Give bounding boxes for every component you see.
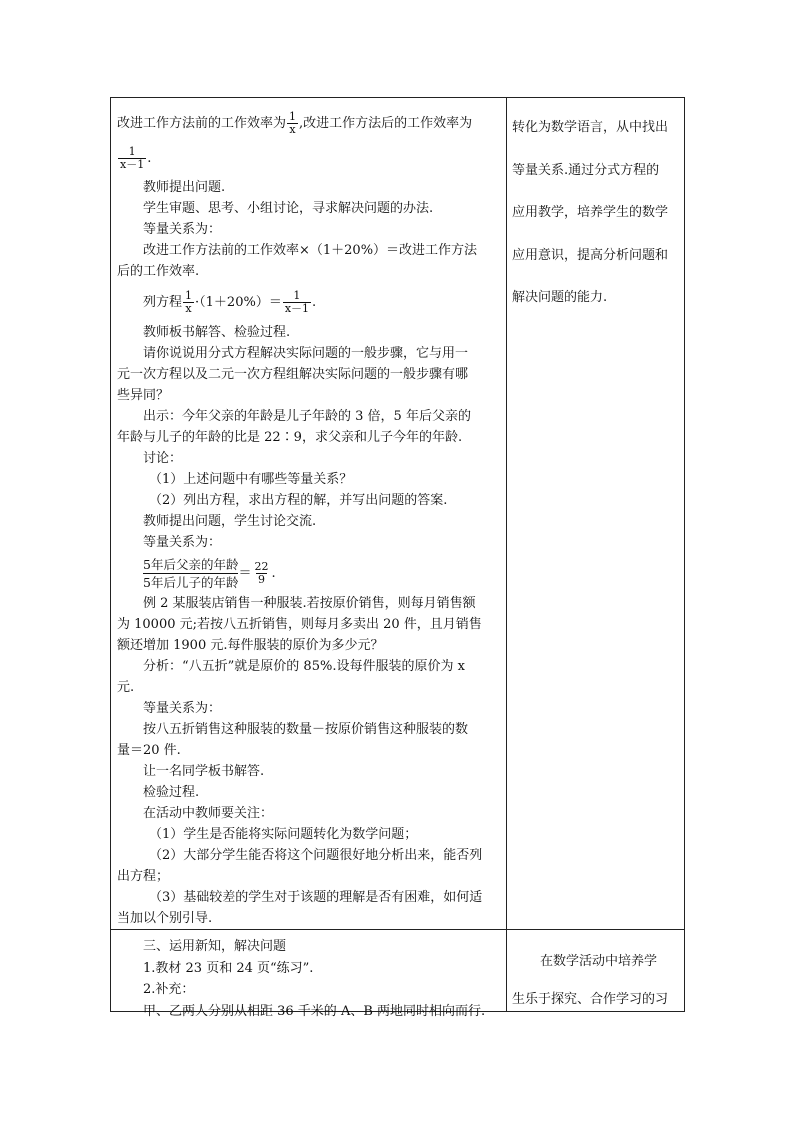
paragraph: 改进工作方法前的工作效率×（1＋20%）＝改进工作方法 [143,243,478,258]
age-ratio-equation [117,553,501,593]
fraction-1-over-x-minus-1 [118,146,146,171]
text: ,改进工作方法后的工作效率为 [299,115,473,131]
paragraph: 等量关系为： [143,535,222,550]
paragraph: 例 2 某服装店销售一种服装.若按原价销售，则每月销售额 [143,596,476,611]
design-intent-cell-2 [512,943,682,1019]
efficiency-line-2 [117,139,501,177]
numerator: 22 [254,559,269,573]
text: 改进工作方法前的工作效率为 [117,115,287,131]
denominator: x [289,122,296,136]
denominator: x [185,301,192,315]
paragraph: 1.教材 23 页和 24 页“练习”. [143,960,314,976]
paragraph: 学生审题、思考、小组讨论，寻求解决问题的办法. [143,201,434,216]
paragraph: 等量关系为： [143,222,222,237]
paragraph: 当加以个别引导. [117,911,213,926]
section-title: 三、运用新知，解决问题 [143,939,287,954]
text: . [312,294,317,310]
denominator: x－1 [284,301,310,315]
paragraph: 甲、乙两人分别从相距 36 千米的 A、B 两地同时相向而行. [143,1003,486,1019]
paragraph: 检验过程. [143,785,200,800]
paragraph: 2.补充： [143,982,195,997]
apply-knowledge-cell [117,936,501,1022]
intent-line: 应用教学，培养学生的数学 [512,205,669,220]
paragraph: 年龄与儿子的年龄的比是 22∶9，求父亲和儿子今年的年龄. [117,430,463,445]
paragraph: 在活动中教师要关注： [143,806,274,821]
paragraph: 后的工作效率. [117,264,200,279]
fraction-1-over-x [183,290,194,315]
efficiency-line [117,107,501,139]
paragraph: 请你说说用分式方程解决实际问题的一般步骤，它与用一 [143,346,469,361]
paragraph: 为 10000 元;若按八五折销售，则每月多卖出 20 件，且月销售 [117,617,482,632]
intent-line: 解决问题的能力. [512,290,608,305]
paragraph: （1）上述问题中有哪些等量关系？ [149,472,353,487]
denominator: 9 [257,572,265,586]
paragraph: 讨论： [143,451,183,466]
intent-line: 应用意识，提高分析问题和 [512,247,669,263]
intent-line: 在数学活动中培养学 [540,954,658,969]
column-divider [506,98,507,1011]
paragraph: （3）基础较差的学生对于该题的理解是否有困难，如何适 [149,890,483,905]
paragraph: （2）大部分学生能否将这个问题很好地分析出来，能否列 [149,848,483,863]
paragraph: （2）列出方程，求出方程的解，并写出问题的答案. [149,493,448,508]
paragraph: 按八五折销售这种服装的数量－按原价销售这种服装的数 [143,722,469,737]
intent-line: 生乐于探究、合作学习的习 [512,992,669,1007]
paragraph: 元一次方程以及二元一次方程组解决实际问题的一般步骤有哪 [117,367,469,382]
intent-line: 转化为数学语言，从中找出 [512,120,669,135]
intent-line: 等量关系.通过分式方程的 [512,162,660,178]
design-intent-cell [512,107,682,320]
paragraph: 元. [117,680,135,695]
paragraph: 出示：今年父亲的年龄是儿子年龄的 3 倍，5 年后父亲的 [143,409,471,424]
paragraph: 分析：“八五折”就是原价的 85%.设每件服装的原价为 x [143,659,465,674]
paragraph: 让一名同学板书解答. [143,764,265,779]
row-divider [111,929,684,930]
fraction-1-over-x-minus-1 [283,290,311,315]
lesson-table [110,97,685,1019]
numerator: 1 [128,144,136,158]
paragraph: （1）学生是否能将实际问题转化为数学问题； [149,827,418,842]
paragraph: 出方程； [117,869,170,884]
equals: ＝ [238,565,252,581]
numerator: 5年后父亲的年龄 [143,556,239,572]
text: ·（1＋20%）＝ [195,294,282,310]
age-ratio [143,556,238,591]
process-cell [117,107,501,929]
paragraph: 量＝20 件. [117,743,181,758]
paragraph: 等量关系为： [143,701,222,716]
text: . [147,150,152,166]
fraction-22-over-9 [252,561,270,586]
numerator: 1 [289,109,297,123]
numerator: 1 [185,288,193,302]
fraction-1-over-x [287,111,298,136]
paragraph: 额还增加 1900 元.每件服装的原价为多少元？ [117,638,384,653]
text: 列方程 [143,294,183,310]
denominator: 5年后儿子的年龄 [143,574,239,590]
paragraph: 些异同？ [117,388,170,403]
text: . [271,565,276,581]
denominator: x－1 [120,157,145,171]
equation-line [117,282,501,322]
paragraph: 教师提出问题，学生讨论交流. [143,514,317,529]
paragraph: 教师提出问题. [143,180,226,195]
numerator: 1 [293,288,301,302]
paragraph: 教师板书解答、检验过程. [143,325,291,340]
